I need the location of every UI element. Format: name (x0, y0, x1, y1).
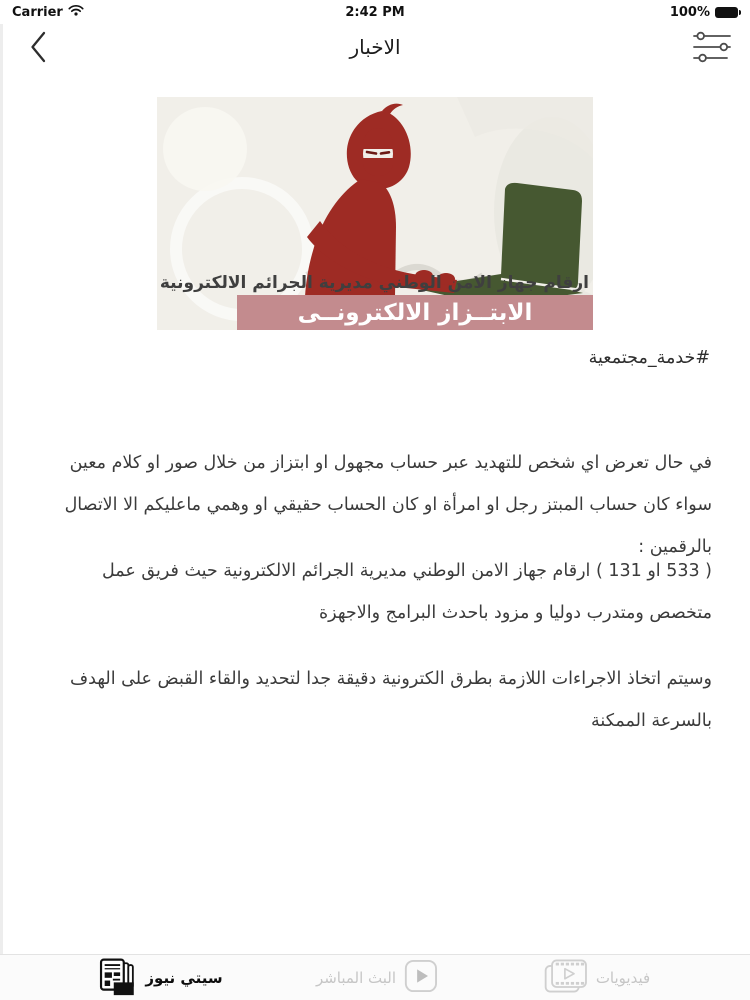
article-paragraph: وسيتم اتخاذ الاجراءات اللازمة بطرق الكترونية دقيقة جدا لتحديد والقاء القبض على الهدف بالسرعة الممكنة (70, 669, 712, 731)
filter-button[interactable] (690, 28, 734, 68)
carrier-label: Carrier (12, 4, 63, 20)
hashtag-label: #خدمة_مجتمعية (588, 348, 710, 368)
page-edge-divider (0, 24, 3, 1000)
newspaper-icon (97, 956, 137, 1000)
tab-label: سيتي نيوز (145, 968, 223, 987)
tab-videos[interactable] (544, 957, 650, 999)
hero-banner: الابتــزاز الالكترونــى (237, 295, 593, 330)
battery-icon (715, 7, 738, 18)
article-hero-image (157, 97, 593, 330)
status-time: 2:42 PM (345, 4, 405, 20)
sliders-icon (691, 54, 733, 69)
page-title: الاخبار (349, 35, 401, 59)
tab-label: فيديويات (595, 968, 651, 987)
live-play-icon (404, 959, 438, 997)
videos-icon (544, 957, 588, 999)
tab-label: البث المباشر (315, 968, 397, 987)
article-paragraph: في حال تعرض اي شخص للتهديد عبر حساب مجهول او ابتزاز من خلال صور او كلام معين سواء كان حساب المبتز رجل او امرأة او كان الحساب حقيقي او وهمي ماعليكم الا الاتصال بالرقمين : (64, 453, 712, 557)
chevron-left-icon (28, 52, 48, 67)
bottom-tab-bar (0, 954, 750, 1000)
back-button[interactable] (24, 30, 52, 66)
nav-bar (0, 24, 750, 70)
battery-percent-label: 100% (669, 4, 710, 20)
tab-city-news[interactable] (97, 956, 222, 1000)
hero-caption: ارقام جهاز الامن الوطني مديرية الجرائم الالكترونية (159, 273, 589, 293)
tab-live-broadcast[interactable] (316, 959, 438, 997)
status-bar (0, 0, 750, 24)
article-paragraph: ( 533 او 131 ) ارقام جهاز الامن الوطني مديرية الجرائم الالكترونية حيث فريق عمل متخصص ومتدرب دوليا و مزود باحدث البرامج والاجهزة (102, 561, 712, 623)
wifi-icon (68, 4, 84, 20)
